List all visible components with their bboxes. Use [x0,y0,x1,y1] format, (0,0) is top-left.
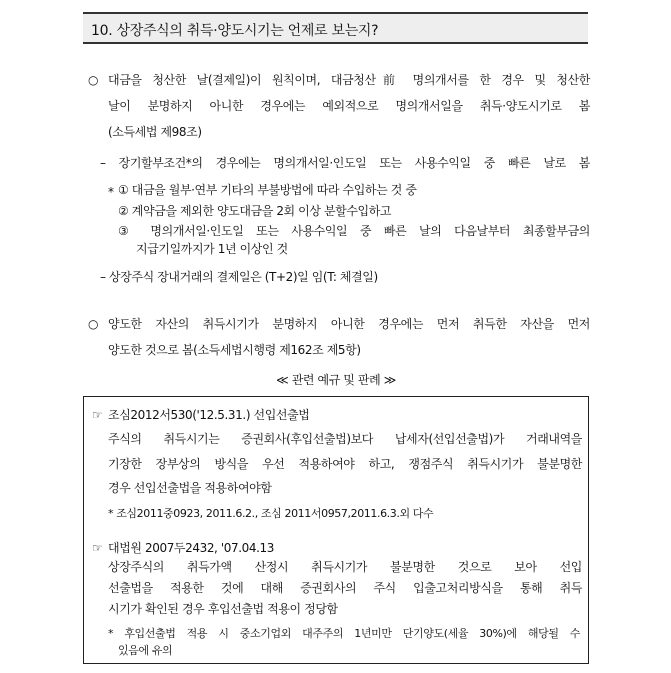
section2-line2: 양도한 것으로 봄(소득세법시행령 제162조 제5항) [108,343,361,357]
section1-sub1: – 장기할부조건*의 경우에는 명의개서일·인도일 또는 사용수익일 중 빠른 날로 봄 [100,156,590,170]
bullet-marker: ○ [88,317,99,331]
note-item-3a: ③ 명의개서일·인도일 또는 사용수익일 중 빠른 날의 다음날부터 최종할부금의 [118,224,590,238]
note-star: * [108,185,114,199]
case1-line3: 경우 선입선출법을 적용하여야함 [108,481,272,495]
note-item-3b: 지급기일까지가 1년 이상인 것 [136,242,288,256]
case2-note-b: 있음에 유의 [118,644,173,657]
case1-line1: 주식의 취득시기는 증권회사(후입선출법)보다 납세자(선입선출법)가 거래내역을 [108,432,582,446]
related-heading: ≪ 관련 예규 및 판례 ≫ [276,373,396,387]
case1-heading: 조심2012서530('12.5.31.) 선입선출법 [108,408,310,422]
section2-line1: 양도한 자산의 취득시기가 분명하지 아니한 경우에는 먼저 취득한 자산을 먼저 [108,317,590,331]
section1-sub2: – 상장주식 장내거래의 결제일은 (T+2)일 임(T: 체결일) [100,270,378,284]
question-title-box [83,12,588,44]
section1-line3: (소득세법 제98조) [108,125,202,139]
case1-note: * 조심2011중0923, 2011.6.2., 조심 2011서0957,2011.6.3.외 다수 [108,507,434,520]
pointer-icon: ☞ [92,541,103,555]
section1-line2: 날이 분명하지 아니한 경우에는 예외적으로 명의개서일을 취득·양도시기로 봄 [108,99,590,113]
case1-line2: 기장한 장부상의 방식을 우선 적용하여야 하고, 쟁점주식 취득시기가 불분명한 [108,457,582,471]
pointer-icon: ☞ [92,408,103,422]
case2-line2: 선출법을 적용한 것에 대해 증권회사의 주식 입출고처리방식을 통해 취득 [108,581,582,595]
section1-line1: 대금을 청산한 날(결제일)이 원칙이며, 대금청산前 명의개서를 한 경우 및 청산한 [108,73,590,87]
question-title: 10. 상장주식의 취득·양도시기는 언제로 보는지? [91,23,379,39]
note-item-2: ② 계약금을 제외한 양도대금을 2회 이상 분할수입하고 [118,204,392,218]
case2-line1: 상장주식의 취득가액 산정시 취득시기가 불분명한 것으로 보아 선입 [108,560,582,574]
case2-heading: 대법원 2007두2432, '07.04.13 [108,541,275,555]
case2-note-a: * 후입선출법 적용 시 중소기업외 대주주의 1년미만 단기양도(세율 30%)에 해당될 수 [108,627,580,640]
case2-line3: 시기가 확인된 경우 후입선출법 적용이 정당함 [108,602,338,616]
note-item-1: ① 대금을 월부·연부 기타의 부불방법에 따라 수입하는 것 중 [118,183,417,197]
bullet-marker: ○ [88,73,99,87]
